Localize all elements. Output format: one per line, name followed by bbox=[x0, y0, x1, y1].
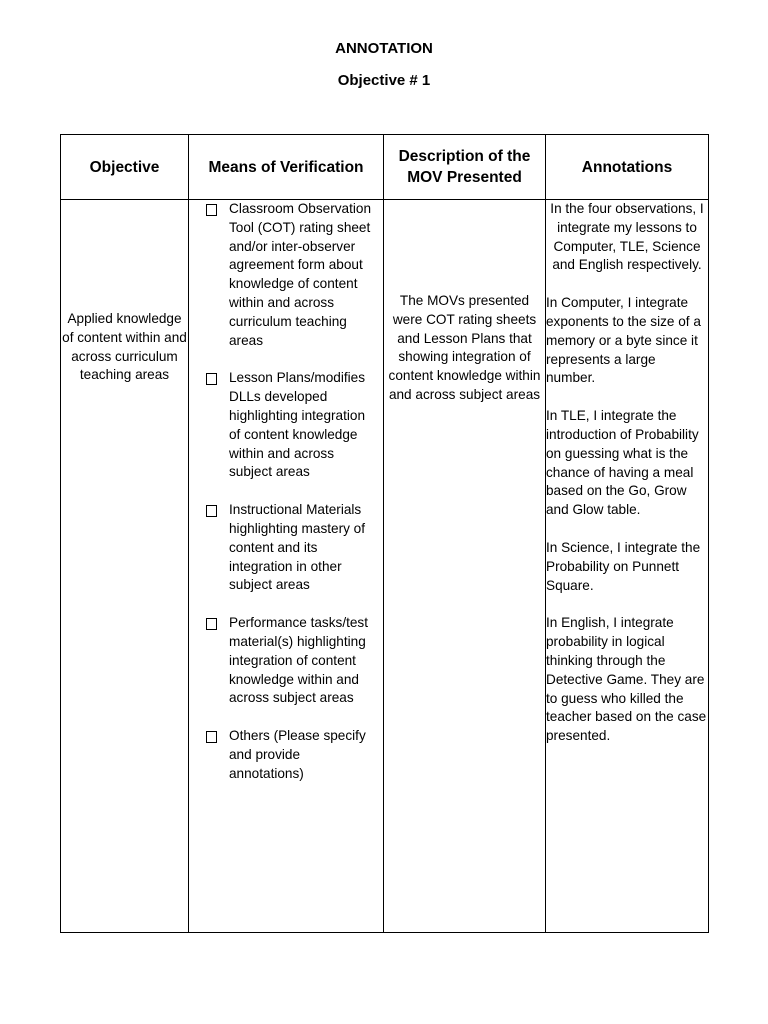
document-title: ANNOTATION bbox=[335, 40, 433, 57]
table-header-row bbox=[61, 135, 709, 200]
mov-item-label: Performance tasks/test material(s) highlighting integration of content knowledge within and across subject areas bbox=[229, 615, 369, 706]
annotation-science: In Science, I integrate the Probability on Punnett Square. bbox=[546, 539, 701, 593]
checkbox-icon[interactable] bbox=[206, 731, 217, 743]
description-text: The MOVs presented were COT rating sheets and Lesson Plans that showing integration of content knowledge within and across subject areas bbox=[388, 293, 541, 402]
mov-item-label: Instructional Materials highlighting mastery of content and its integration in other subject areas bbox=[229, 502, 366, 593]
header-annotations: Annotations bbox=[546, 135, 709, 200]
checkbox-icon[interactable] bbox=[206, 373, 217, 385]
document-subtitle: Objective # 1 bbox=[337, 72, 431, 89]
mov-item-label: Classroom Observation Tool (COT) rating sheet and/or inter-observer agreement form about knowledge of content within and across curriculum teaching areas bbox=[229, 201, 372, 348]
checkbox-icon[interactable] bbox=[206, 204, 217, 216]
checkbox-icon[interactable] bbox=[206, 618, 217, 630]
objective-text: Applied knowledge of content within and across curriculum teaching areas bbox=[62, 311, 187, 383]
annotation-intro: In the four observations, I integrate my lessons to Computer, TLE, Science and English respectively. bbox=[550, 201, 704, 273]
mov-item-lesson-plans bbox=[189, 369, 383, 482]
annotation-english: In English, I integrate probability in logical thinking through the Detective Game. They are to guess who killed the teacher based on the case presented. bbox=[546, 615, 707, 744]
description-cell bbox=[384, 200, 546, 933]
annotations-cell bbox=[546, 200, 709, 933]
annotation-computer: In Computer, I integrate exponents to the size of a memory or a byte since it represents a large number. bbox=[546, 295, 701, 386]
mov-item-cot bbox=[189, 200, 383, 350]
annotation-tle: In TLE, I integrate the introduction of Probability on guessing what is the chance of having a meal based on the Go, Grow and Glow table. bbox=[546, 408, 699, 518]
table-row bbox=[61, 200, 709, 933]
checkbox-icon[interactable] bbox=[206, 505, 217, 517]
mov-item-others bbox=[189, 727, 383, 783]
header-description: Description of the MOV Presented bbox=[384, 135, 546, 200]
mov-item-performance-tasks bbox=[189, 614, 383, 708]
annotation-table bbox=[60, 134, 709, 933]
mov-item-label: Others (Please specify and provide annotations) bbox=[229, 728, 366, 781]
header-means-of-verification: Means of Verification bbox=[189, 135, 384, 200]
objective-cell bbox=[61, 200, 189, 933]
mov-item-label: Lesson Plans/modifies DLLs developed highlighting integration of content knowledge within and across subject areas bbox=[229, 370, 366, 480]
mov-item-instructional-materials bbox=[189, 501, 383, 595]
means-of-verification-cell bbox=[189, 200, 384, 933]
header-objective: Objective bbox=[61, 135, 189, 200]
